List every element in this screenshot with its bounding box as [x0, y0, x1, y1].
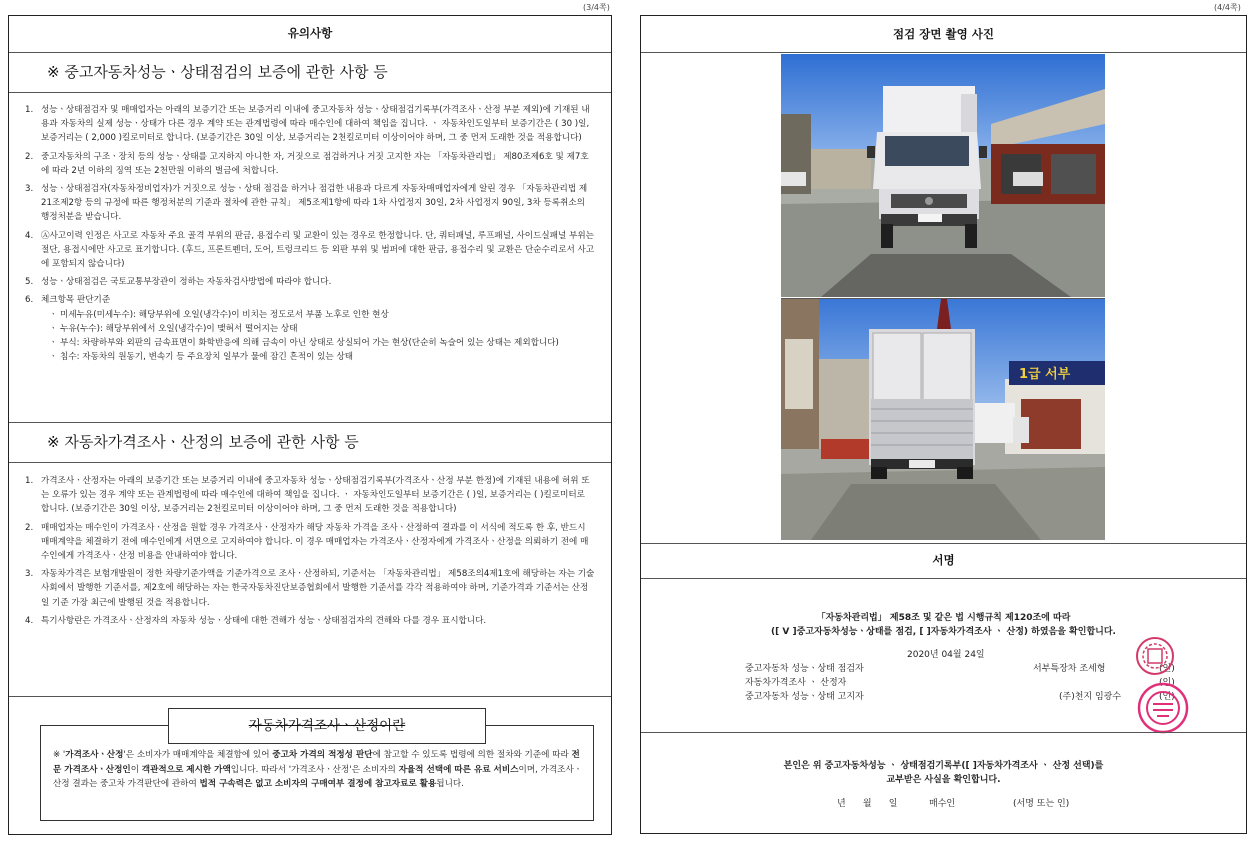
- buyer-signature-field: (서명 또는 인): [1013, 799, 1070, 809]
- notice-item-number: 1.: [25, 105, 34, 115]
- signer-mark: (인): [1159, 692, 1175, 702]
- inspection-photo-front: [781, 54, 1105, 297]
- section2-title: ※ 자동차가격조사ㆍ산정의 보증에 관한 사항 등: [47, 433, 359, 451]
- info-text: 에 참고할 수 있도록 법령에 의한 절차와 기준에 따라: [372, 750, 572, 760]
- notice-item: [25, 293, 595, 364]
- rear-photo-sign: 1급 서부: [1019, 367, 1071, 382]
- emphasis-text: 법적 구속력은 없고 소비자의 구매여부 결정에 참고자료로 활용: [199, 779, 437, 789]
- sign-date: 2020년 04월 24일: [907, 650, 985, 660]
- signer-mark: (인): [1159, 678, 1175, 688]
- signer-role: 자동차가격조사 ㆍ 산정자: [745, 678, 847, 688]
- notice-item: [25, 567, 595, 610]
- criteria-item: ㆍ 누유(누수): 해당부위에서 오일(냉각수)이 맺혀서 떨어지는 상태: [49, 323, 298, 334]
- notice-item-text: 매매업자는 매수인이 가격조사ㆍ산정을 원할 경우 가격조사ㆍ산정자가 해당 자동차 가격을 조사ㆍ산정하여 결과를 이 서식에 적도록 한 후, 반드시 매매계약을 체결하기 전에 매수인에게 서면으로 고지하여야 합니다. 이 경우 매매업자는 가격조사ㆍ산정자에게 가격조사ㆍ산정을 의뢰하기 전에 매수인에게 가격조사ㆍ산정 비용을 안내하여야 합니다.: [41, 522, 589, 562]
- emphasis-text: 객관적으로 제시한 가액: [141, 764, 231, 775]
- signer-name: (주)천지 임광수: [1059, 692, 1122, 702]
- notice-item-text: 중고자동차의 구조ㆍ장치 등의 성능ㆍ상태를 고지하지 아니한 자, 거짓으로 점검하거나 거짓 고지한 자는 「자동차관리법」 제80조제6호 및 제7호에 따라 2년 이하의 징역 또는 2천만원 이하의 벌금에 처합니다.: [41, 151, 589, 176]
- signer-mark: (인): [1159, 664, 1175, 674]
- photo-panel: [640, 15, 1247, 834]
- price-survey-info-text: [53, 748, 583, 792]
- info-text: 됩니다.: [436, 779, 464, 789]
- signature-header: 서명: [932, 553, 955, 567]
- notice-item-text: 성능ㆍ상태점검은 국토교통부장관이 정하는 자동차검사방법에 따라야 합니다.: [41, 277, 332, 288]
- notice-item-text: 자동차가격은 보험개발원이 정한 차량기준가액을 기준가격으로 조사ㆍ산정하되, 기준서는 「자동차관리법」 제58조의4제1호에 해당하는 자는 기술사회에서 발행한 기준서를, 제2호에 해당하는 자는 한국자동차진단보증협회에서 발행한 기준서를 각각 적용하여야 하며, 기준가격과 기준서는 산정일 기준 가장 최근에 발행된 것을 적용합니다.: [41, 569, 595, 608]
- info-text: 입니다. 따라서 '가격조사ㆍ산정'은 소비자의: [230, 764, 399, 775]
- notice-panel: [8, 15, 612, 835]
- notice-item-number: 2.: [25, 522, 34, 533]
- notice-item: [25, 521, 595, 564]
- emphasis-text: 가격조사ㆍ산정: [65, 750, 124, 760]
- criteria-item: ㆍ 부식: 차량하부와 외판의 금속표면이 화학반응에 의해 금속이 아닌 상태로 상실되어 가는 현상(단순히 녹슬어 있는 상태는 제외합니다): [49, 338, 559, 349]
- notice-header: 유의사항: [287, 26, 333, 40]
- notice-item-number: 3.: [25, 184, 34, 195]
- notice-item: [25, 275, 595, 289]
- receipt-date: 년 월 일: [837, 799, 898, 809]
- info-text: '은 소비자가 매매계약을 체결함에 있어: [123, 750, 273, 760]
- notice-item-number: 5.: [25, 277, 34, 288]
- notice-item-text: 가격조사ㆍ산정자는 아래의 보증기간 또는 보증거리 이내에 중고자동차 성능ㆍ상태점검기록부(가격조사ㆍ산정 부분 한정)에 기재된 내용에 허위 또는 오류가 있는 경우 계약 또는 관계법령에 따라 매수인에 대하여 책임을 집니다. ㆍ 자동차인도일부터 보증기간은 ( )일, 보증거리는 ( )킬로미터로 합니다. (보증기간은 30일 이상, 보증거리는 2천킬로미터 이상이어야 하며, 그 중 먼저 도래한 것을 적용합니다): [41, 476, 590, 515]
- signer-role: 중고자동차 성능ㆍ상태 고지자: [745, 692, 864, 702]
- info-text: 이: [130, 764, 142, 775]
- emphasis-text: 전문 가격조사ㆍ산정인: [53, 750, 580, 775]
- emphasis-text: 자율적 선택에 따른 유료 서비스: [398, 764, 519, 775]
- notice-item-number: 6.: [25, 295, 34, 306]
- signer-role: 중고자동차 성능ㆍ상태 점검자: [745, 664, 864, 674]
- criteria-item: ㆍ 미세누유(미세누수): 해당부위에 오일(냉각수)이 비치는 정도로서 부품 노후로 인한 현상: [49, 309, 389, 320]
- notice-item-text: 성능ㆍ상태점검자 및 매매업자는 아래의 보증기간 또는 보증거리 이내에 중고자동차 성능ㆍ상태점검기록부(가격조사ㆍ산정 부분 제외)에 기재된 내용과 자동차의 실제 성능ㆍ상태가 다른 경우 계약 또는 관계법령에 따라 매수인에 대하여 책임을 집니다. ㆍ 자동차인도일부터 보증기간은 ( 30 )일, 보증거리는 ( 2,000 )킬로미터로 합니다. (보증기간은 30일 이상, 보증거리는 2천킬로미터 이상이어야 하며, 그 중 먼저 도래한 것을 적용합니다): [41, 105, 590, 144]
- signer-name: 서부특장차 조세형: [1033, 664, 1106, 674]
- receipt-line-1: 본인은 위 중고자동차성능 ㆍ 상태점검기록부([ ]자동차가격조사 ㆍ 산정 선택)를: [783, 761, 1104, 771]
- notice-item: [25, 182, 595, 225]
- inspector-seal-icon: [1135, 636, 1175, 676]
- notice-item-number: 4.: [25, 615, 34, 626]
- emphasis-text: 중고차 가격의 적정성 판단: [272, 750, 373, 760]
- receipt-line-2: 교부받은 사실을 확인합니다.: [886, 775, 1001, 785]
- info-text: ※ ': [53, 750, 66, 760]
- notifier-seal-icon: [1137, 682, 1189, 734]
- notice-item: [25, 614, 595, 628]
- section1-title: ※ 중고자동차성능ㆍ상태점검의 보증에 관한 사항 등: [47, 63, 388, 81]
- notice-item-number: 3.: [25, 569, 34, 580]
- notice-item-number: 2.: [25, 151, 34, 162]
- section1-list: [25, 103, 595, 368]
- notice-item: [25, 103, 595, 146]
- notice-item-text: 체크항목 판단기준: [41, 295, 111, 306]
- notice-item: [25, 474, 595, 517]
- confirm-line-1: 「자동차관리법」 제58조 및 같은 법 시행규칙 제120조에 따라: [816, 613, 1071, 623]
- notice-item: [25, 150, 595, 178]
- info-text: 이며, 가격조사ㆍ산정 결과는 중고차 가격판단에 관하여: [53, 764, 583, 789]
- price-survey-info-title: 자동차가격조사ㆍ산정이란: [168, 708, 486, 744]
- notice-item-text: Ⓐ사고이력 인정은 사고로 자동차 주요 골격 부위의 판금, 용접수리 및 교환이 있는 경우로 한정합니다. 단, 쿼터패널, 루프패널, 사이드실패널 부위는 절단, 용접시에만 사고로 표기합니다. (후드, 프론트펜더, 도어, 트렁크리드 등 외판 부위 및 범퍼에 대한 판금, 용접수리 및 교환은 단순수리로서 사고에 포함되지 않습니다): [41, 230, 595, 270]
- buyer-label: 매수인: [929, 799, 956, 809]
- photo-header: 점검 장면 촬영 사진: [893, 27, 994, 41]
- page-number-right: (4/4쪽): [1214, 3, 1241, 12]
- section2-list: [25, 474, 595, 632]
- notice-item-text: 성능ㆍ상태점검자(자동차정비업자)가 거짓으로 성능ㆍ상태 점검을 하거나 점검한 내용과 다르게 자동차매매업자에게 알린 경우 「자동차관리법 제21조제2항 등의 규정에 따른 행정처분의 기준과 절차에 관한 규칙」 제5조제1항에 따라 1차 사업정지 30일, 2차 사업정지 90일, 3차 등록취소의 행정처분을 받습니다.: [41, 184, 588, 223]
- page-number-left: (3/4쪽): [583, 3, 610, 12]
- notice-item-number: 1.: [25, 476, 34, 486]
- notice-item-text: 특기사항란은 가격조사ㆍ산정자의 자동차 성능ㆍ상태에 대한 견해가 성능ㆍ상태점검자의 견해와 다를 경우 표시합니다.: [41, 615, 487, 626]
- notice-item: [25, 229, 595, 272]
- confirm-line-2: ([ V ]중고자동차성능ㆍ상태를 점검, [ ]자동차가격조사 ㆍ 산정) 하였음을 확인합니다.: [771, 627, 1116, 637]
- criteria-item: ㆍ 침수: 자동차의 원동기, 변속기 등 주요장치 일부가 물에 잠긴 흔적이 있는 상태: [49, 352, 354, 363]
- inspection-photo-rear: [781, 299, 1105, 540]
- notice-item-number: 4.: [25, 230, 34, 241]
